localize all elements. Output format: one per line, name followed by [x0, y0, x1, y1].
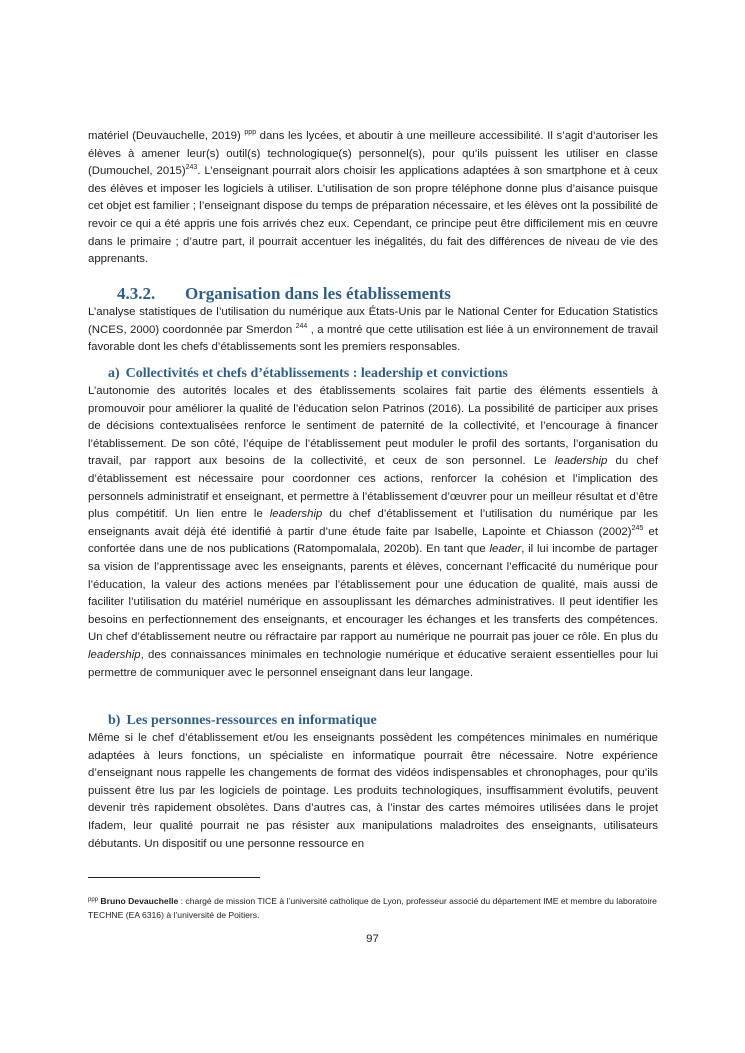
sub-a-em-4: leadership: [88, 648, 141, 661]
footnote-ref-245[interactable]: 245: [631, 524, 644, 532]
footnote-separator: [88, 877, 260, 878]
sub-a-text-1: L’autonomie des autorités locales et des établissements scolaires fait partie des éléments essentiels à promouvoir pour améliorer la qualité de l’éducation selon Patrinos (2016). La possibilité de participer aux prises de décisions contextualisées renforce le sentiment de paternité de la collectivité, et l’encourage à financer l’établissement. De son côté, l’équipe de l’établissement peut moduler le profil des sortants, l’organisation du travail, par rapport aux besoins de la collectivité, et ceux de son personnel. Le: [88, 385, 658, 468]
subsection-b-paragraph: [88, 730, 658, 853]
footnote-author-name: Bruno Devauchelle: [100, 896, 179, 906]
footnote-ref-ppp[interactable]: ppp: [244, 129, 257, 136]
footnote-ppp: [88, 893, 658, 922]
subsection-heading-b: [108, 712, 658, 730]
section-text-1: L’analyse statistiques de l’utilisation du numérique aux États-Unis par le National Center for Education Statistics (NCES, 2000) coordonnée par Smerdon: [88, 306, 658, 336]
intro-text-2: dans les lycées, et aboutir à une meilleure accessibilité. Il s’agit d’autoriser les élèves à amener leur(s) outil(s) technologique(s) personnel(s), pour qu’ils puissent les utiliser en classe (Dumouchel, 2015): [88, 130, 658, 178]
intro-text-3: . L’enseignant pourrait alors choisir les applications adaptées à son smartphone et à ceux des élèves et imposer les logiciels à utiliser. L’utilisation de son propre téléphone donne plus d’aisance puisque cet objet est familier ; l’enseignant dispose du temps de préparation nécessaire, et les élèves ont la possibilité de revoir ce qui a été appris une fois arrivés chez eux. Cependant, ce principe peut être difficilement mis en œuvre dans le primaire ; d’autre part, il pourrait accentuer les inégalités, du fait des différences de niveau de vie des apprenants.: [88, 165, 659, 266]
subsection-title-a: Collectivités et chefs d’établissements : leadership et convictions: [125, 366, 508, 381]
sub-a-text-6: , des connaissances minimales en technologie numérique et éducative seraient essentielles pour lui permettre de communiquer avec le personnel enseignant dans leur langage.: [88, 648, 658, 679]
section-title: Organisation dans les établissements: [185, 284, 451, 303]
sub-a-text-3: du chef d’établissement et l’utilisation du numérique par les enseignants avait déjà été identifié à partir d’une étude faite par Isabelle, Lapointe et Chiasson (2002): [88, 508, 658, 538]
intro-paragraph: [88, 128, 658, 269]
section-number: 4.3.2.: [117, 284, 156, 303]
section-4-3-2-paragraph: [88, 304, 658, 357]
footnote-text: : chargé de mission TICE à l’université catholique de Lyon, professeur associé du département IME et membre du laboratoire TECHNE (EA 6316) à l’université de Poitiers.: [88, 896, 657, 920]
subsection-number-b: b): [108, 713, 121, 728]
section-heading-4-3-2: [117, 284, 657, 304]
sub-a-em-1: leadership: [554, 455, 608, 468]
sub-a-em-3: leader: [489, 543, 522, 556]
footnote-ref-243[interactable]: 243: [185, 164, 198, 172]
sub-b-text: Même si le chef d’établissement et/ou les enseignants possèdent les compétences minimales en numérique adaptées à leurs fonctions, un spécialiste en informatique pourrait être nécessaire. Notre expérience d’enseignant nous rappelle les changements de format des vidéos indispensables et chronophages, pour qu’ils puissent être lus par les logiciels de pointage. Les produits technologiques, insuffisamment évolutifs, peuvent devenir très rapidement obsolètes. Dans d’autres cas, à l’instar des cartes mémoires utilisées dans le projet Ifadem, leur qualité pourrait ne pas résister aux manipulations maladroites des enseignants, utilisateurs débutants. Un dispositif ou une personne ressource en: [88, 732, 658, 850]
subsection-number-a: a): [108, 366, 120, 381]
sub-a-em-2: leadership: [269, 508, 323, 521]
page-number: 97: [366, 933, 379, 945]
footnote-ref-244[interactable]: 244: [295, 322, 308, 330]
sub-a-text-2: du chef d’établissement est nécessaire pour coordonner ces actions, renforcer la cohésion et l’implication des personnels administratif et enseignant, et permettre à l’établissement d’œuvrer pour un meilleur résultat et d’être plus compétitif. Un lien entre le: [88, 455, 658, 521]
sub-a-text-4: et confortée dans une de nos publications (Ratompomalala, 2020b). En tant que: [88, 525, 658, 556]
intro-text-1: matériel (Deuvauchelle, 2019): [88, 130, 245, 142]
section-text-2: , a montré que cette utilisation est liée à un environnement de travail favorable dont les chefs d’établissements sont les premiers responsables.: [88, 323, 658, 354]
footnote-mark: ppp: [88, 897, 99, 903]
sub-a-text-5: , il lui incombe de partager sa vision de l’apprentissage avec les enseignants, parents et élèves, concernant l’efficacité du numérique pour l’éducation, la valeur des actions menées par l’établissement pour une éducation de qualité, mais aussi de faciliter l’utilisation du matériel numérique en assouplissant les démarches administratives. Il peut identifier les besoins en perfectionnement des enseignants, et encourager les échanges et les transferts des compétences. Un chef d’établissement neutre ou réfractaire par rapport au numérique ne pourrait pas jouer ce rôle. En plus du: [88, 543, 658, 644]
subsection-a-paragraph: [88, 383, 658, 682]
subsection-title-b: Les personnes-ressources en informatique: [126, 713, 377, 728]
subsection-heading-a: [108, 365, 658, 383]
